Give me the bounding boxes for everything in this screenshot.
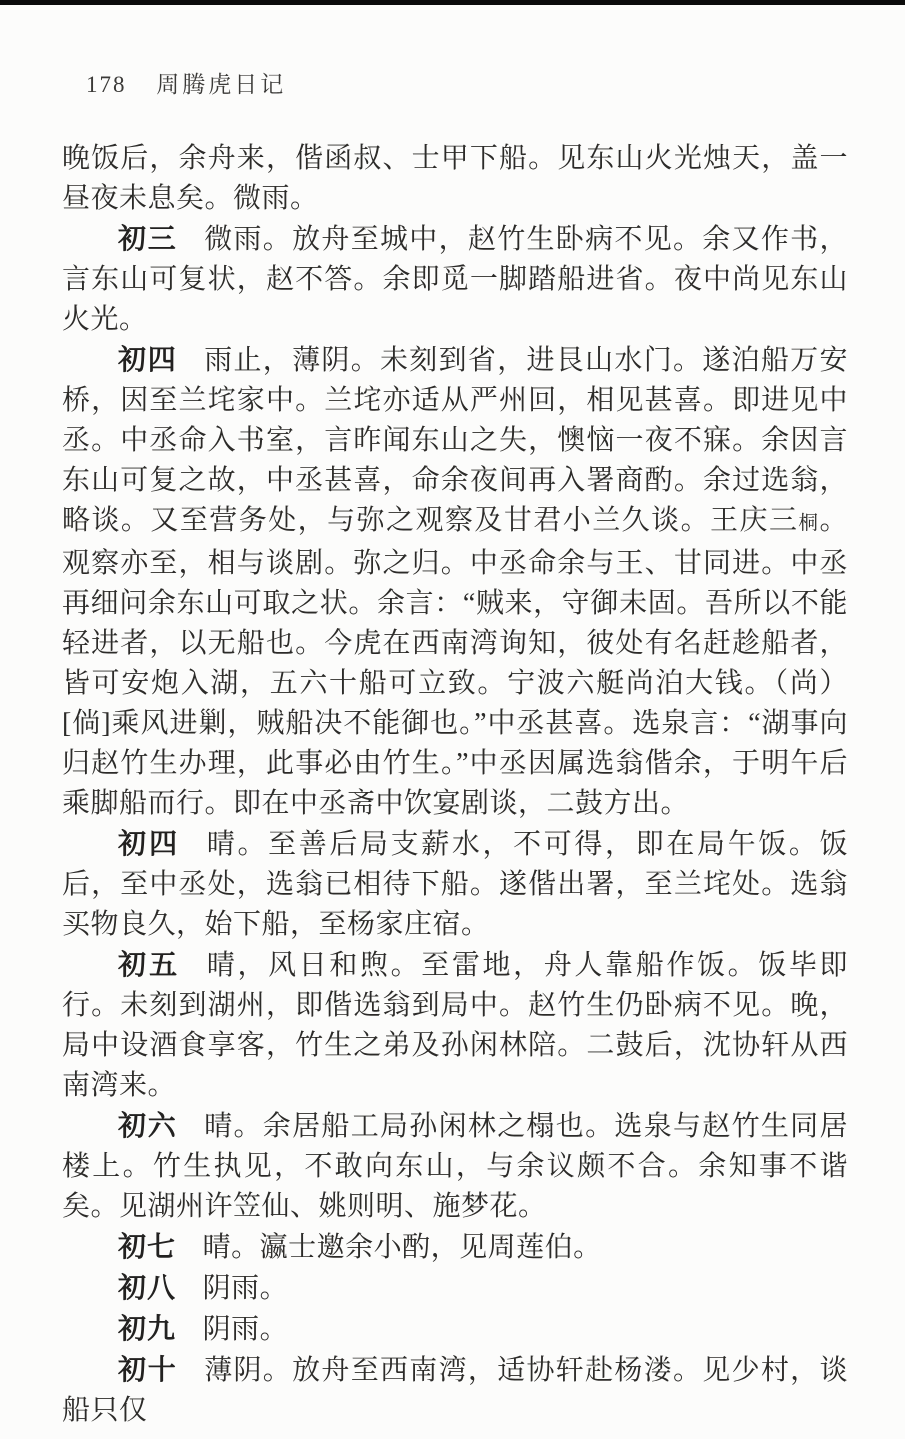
entry-date: 初九: [118, 1313, 177, 1344]
diary-entry: [62, 1350, 848, 1431]
inline-annotation: 桐: [798, 513, 820, 534]
entry-text: 晴。至善后局支薪水，不可得，即在局午饭。饭后，至中丞处，选翁已相待下船。遂偕出署，至兰垞处。选翁买物良久，始下船，至杨家庄宿。: [62, 829, 848, 940]
entry-date: 初六: [118, 1110, 178, 1141]
entry-text: 薄阴。放舟至西南湾，适协轩赴杨溇。见少村，谈船只仅: [62, 1355, 848, 1426]
scan-edge-artifact: [0, 0, 905, 5]
diary-entry: [62, 824, 848, 945]
entry-text: 阴雨。: [202, 1314, 289, 1345]
diary-entry: [62, 139, 848, 219]
entry-text: 阴雨。: [202, 1273, 289, 1304]
entry-date: 初七: [118, 1231, 177, 1262]
entry-date: 初十: [118, 1354, 178, 1385]
entry-text: 。观察亦至，相与谈剧。弥之归。中丞命余与王、甘同进。中丞再细问余东山可取之状。余言：“贼来，守御未固。吾所以不能轻进者，以无船也。今虎在西南湾询知，彼处有名赶趁船者，皆可安炮入湖，五六十船可立致。宁波六艇尚泊大钱。（尚）[倘]乘风进剿，贼船决不能御也。”中丞甚喜。选泉言：“湖事向归赵竹生办理，此事必由竹生。”中丞因属选翁偕余，于明午后乘脚船而行。即在中丞斋中饮宴剧谈，二鼓方出。: [62, 505, 848, 819]
entry-date: 初三: [118, 223, 178, 254]
diary-entry: [62, 1268, 848, 1309]
entry-text: 微雨。放舟至城中，赵竹生卧病不见。余又作书，言东山可复状，赵不答。余即觅一脚踏船进省。夜中尚见东山火光。: [62, 224, 848, 335]
entry-date: 初四: [118, 344, 178, 375]
entry-date: 初四: [118, 828, 181, 859]
entry-date: 初五: [118, 949, 181, 980]
page-header: [86, 66, 286, 99]
diary-entry: [62, 1106, 848, 1227]
diary-entry: [62, 1227, 848, 1268]
entry-date: 初八: [118, 1272, 177, 1303]
diary-entry: [62, 1309, 848, 1350]
diary-entry: [62, 219, 848, 340]
book-title: 周腾虎日记: [156, 72, 287, 97]
entry-text: 晴。瀛士邀余小酌，见周莲伯。: [202, 1232, 602, 1263]
entry-text: 雨止，薄阴。未刻到省，进艮山水门。遂泊船万安桥，因至兰垞家中。兰垞亦适从严州回，相见甚喜。即进见中丞。中丞命入书室，言昨闻东山之失，懊恼一夜不寐。余因言东山可复之故，中丞甚喜，命余夜间再入署商酌。余过选翁，略谈。又至营务处，与弥之观察及甘君小兰久谈。王庆三: [62, 345, 848, 536]
diary-entry: [62, 945, 848, 1106]
entry-text: 晚饭后，余舟来，偕函叔、士甲下船。见东山火光烛天，盖一昼夜未息矣。微雨。: [62, 143, 848, 214]
diary-entry: [62, 340, 848, 824]
page-body: [62, 139, 848, 1431]
entry-text: 晴。余居船工局孙闲林之榻也。选泉与赵竹生同居楼上。竹生执见，不敢向东山，与余议颇不合。余知事不谐矣。见湖州许笠仙、姚则明、施梦花。: [62, 1111, 848, 1222]
entry-text: 晴，风日和煦。至雷地，舟人靠船作饭。饭毕即行。未刻到湖州，即偕选翁到局中。赵竹生仍卧病不见。晚，局中设酒食享客，竹生之弟及孙闲林陪。二鼓后，沈协轩从西南湾来。: [62, 950, 848, 1101]
page-number: 178: [86, 72, 127, 97]
